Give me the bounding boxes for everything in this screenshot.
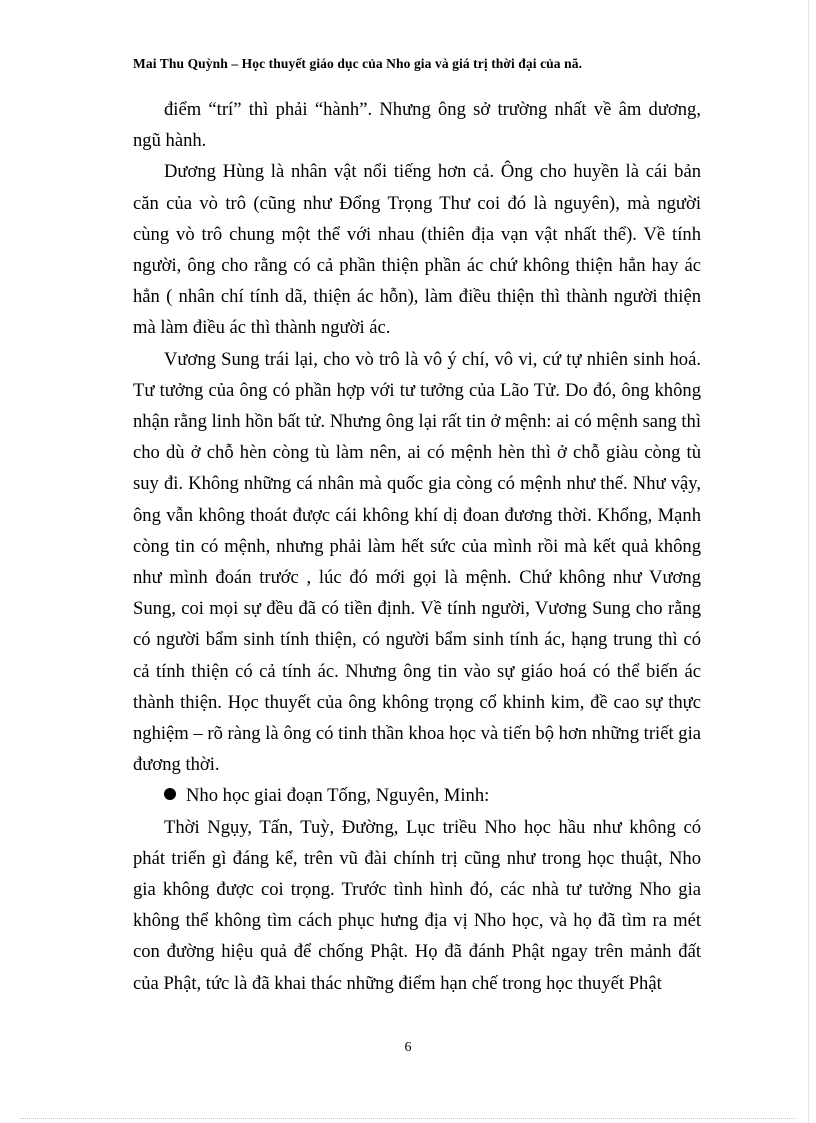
page-bottom-border: [20, 1118, 796, 1119]
paragraph-tong-nguyen-minh: Thời Ngụy, Tấn, Tuỳ, Đường, Lục triều Nho học hầu như không có phát triển gì đáng kể, trên vũ đài chính trị cũng như trong học thuật, Nho gia không được coi trọng. Trước tình hình đó, các nhà tư tưởng Nho gia không thể không tìm cách phục hưng địa vị Nho học, và họ đã tìm ra mét con đường hiệu quả để chống Phật. Họ đã đánh Phật ngay trên mảnh đất của Phật, tức là đã khai thác những điểm hạn chế trong học thuyết Phật: [133, 816, 701, 994]
page-number: 6: [404, 1040, 412, 1055]
document-body: [133, 94, 701, 999]
paragraph-continuation: điểm “trí” thì phải “hành”. Nhưng ông sở trường nhất về âm dương, ngũ hành.: [133, 99, 701, 152]
running-header: Mai Thu Quỳnh – Học thuyết giáo dục của Nho gia và giá trị thời đại của nã.: [133, 56, 583, 71]
bullet-dot-icon: [164, 788, 176, 800]
paragraph-vuong-sung: Vương Sung trái lại, cho vò trô là vô ý chí, vô vi, cứ tự nhiên sinh hoá. Tư tưởng của ông có phần hợp với tư tưởng của Lão Tử. Do đó, ông không nhận rằng linh hồn bất tử. Nhưng ông lại rất tin ở mệnh: ai có mệnh sang thì cho dù ở chỗ hèn còng tù làm nên, ai có mệnh hèn thì ở chỗ giàu còng tù suy đi. Không những cá nhân mà quốc gia còng có mệnh như thế. Như vậy, ông vẫn không thoát được cái không khí dị đoan đương thời. Khổng, Mạnh còng tin có mệnh, nhưng phải làm hết sức của mình rồi mà kết quả không như mình đoán trước , lúc đó mới gọi là mệnh. Chứ không như Vương Sung, coi mọi sự đều đã có tiền định. Về tính người, Vương Sung cho rằng có người bẩm sinh tính thiện, có người bẩm sinh tính ác, hạng trung thì có cả tính thiện có cả tính ác. Nhưng ông tin vào sự giáo hoá có thể biến ác thành thiện. Học thuyết của ông không trọng cổ khinh kim, đề cao sự thực nghiệm – rõ ràng là ông có tinh thần khoa học và tiến bộ hơn những triết gia đương thời.: [133, 348, 701, 776]
bullet-heading-text: Nho học giai đoạn Tống, Nguyên, Minh:: [186, 785, 490, 807]
paragraph-duong-hung: Dương Hùng là nhân vật nổi tiếng hơn cả. Ông cho huyền là cái bản căn của vò trô (cũng như Đổng Trọng Thư coi đó là nguyên), mà người cùng vò trô chung một thể với nhau (thiên địa vạn vật nhất thể). Về tính người, ông cho rằng có cả phần thiện phần ác chứ không thiện hẳn hay ác hẳn ( nhân chí tính dã, thiện ác hỗn), làm điều thiện thì thành người thiện mà làm điều ác thì thành người ác.: [133, 161, 701, 339]
bullet-heading: [133, 780, 701, 811]
page-right-border: [808, 0, 809, 1123]
